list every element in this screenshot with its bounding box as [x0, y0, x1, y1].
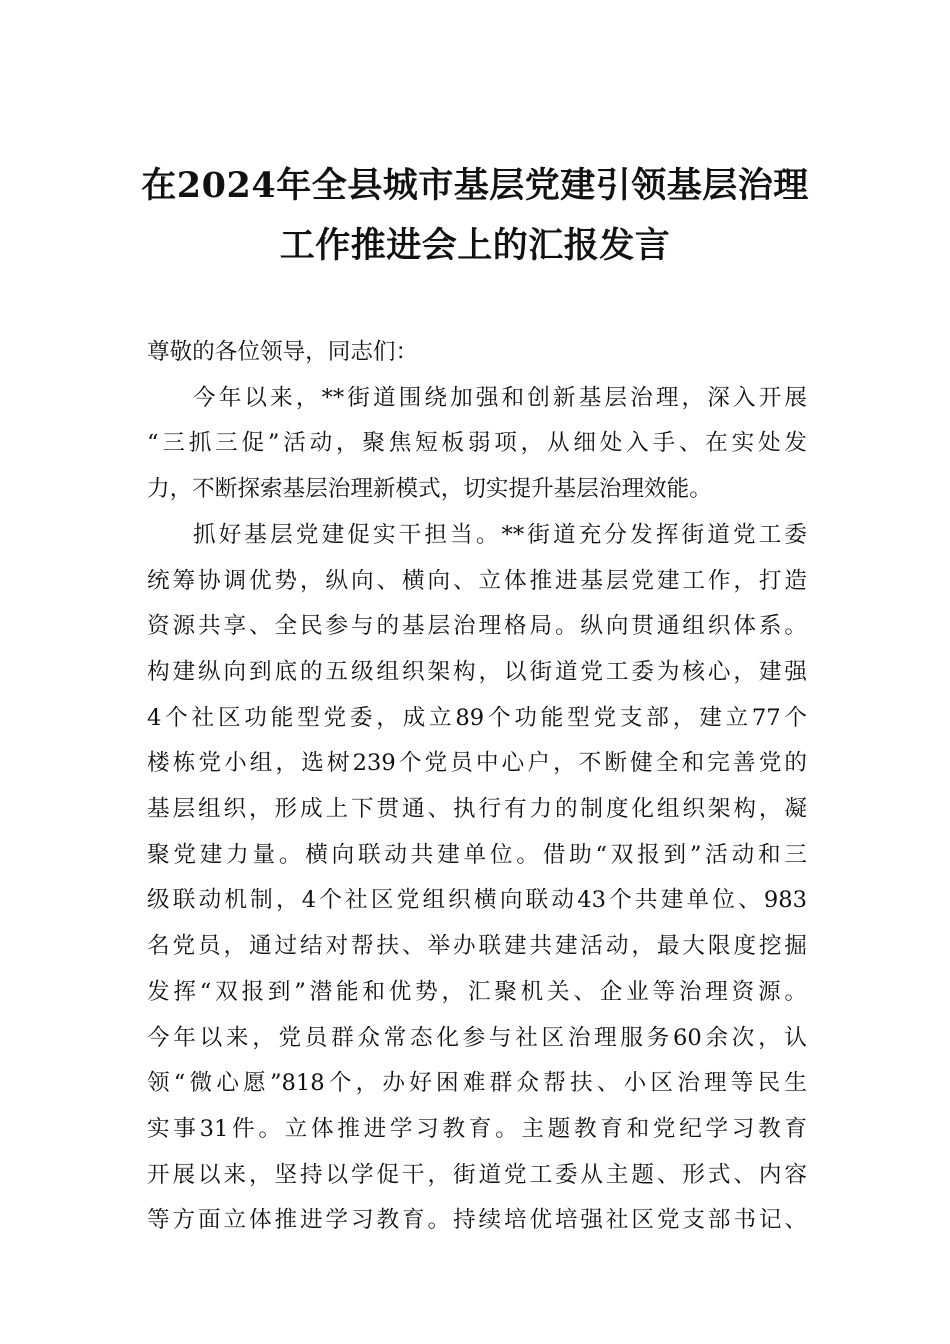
paragraph-line: 力，不断探索基层治理新模式，切实提升基层治理效能。	[147, 476, 712, 503]
paragraph-line: 今年以来，党员群众常态化参与社区治理服务60余次，认	[147, 1024, 807, 1051]
paragraph-line: 基层组织，形成上下贯通、执行有力的制度化组织架构，凝	[147, 796, 807, 823]
paragraph-line: 抓好基层党建促实干担当。**街道充分发挥街道党工委	[193, 521, 807, 548]
paragraph-line: 资源共享、全民参与的基层治理格局。纵向贯通组织体系。	[147, 613, 807, 640]
paragraph-line: 实事31件。立体推进学习教育。主题教育和党纪学习教育	[147, 1115, 807, 1142]
paragraph-line: 楼栋党小组，选树239个党员中心户，不断健全和完善党的	[147, 750, 807, 777]
paragraph-line: 构建纵向到底的五级组织架构，以街道党工委为核心，建强	[147, 658, 807, 685]
title-line-2: 工作推进会上的汇报发言	[279, 225, 671, 266]
salutation: 尊敬的各位领导，同志们：	[147, 339, 419, 365]
paragraph-line: 开展以来，坚持以学促干，街道党工委从主题、形式、内容	[147, 1161, 807, 1188]
paragraph-line: 发挥“双报到”潜能和优势，汇聚机关、企业等治理资源。	[147, 978, 807, 1005]
paragraph-party-building	[147, 513, 807, 1244]
paragraph-line: 名党员，通过结对帮扶、举办联建共建活动，最大限度挖掘	[147, 933, 807, 960]
paragraph-line: 领“微心愿”818个，办好困难群众帮扶、小区治理等民生	[147, 1070, 807, 1097]
paragraph-line: 4个社区功能型党委，成立89个功能型党支部，建立77个	[147, 704, 807, 731]
paragraph-line: 统筹协调优势，纵向、横向、立体推进基层党建工作，打造	[147, 567, 807, 594]
document-title	[120, 156, 830, 276]
paragraph-line: 等方面立体推进学习教育。持续培优培强社区党支部书记、	[147, 1207, 807, 1234]
title-line-1: 在2024年全县城市基层党建引领基层治理	[141, 165, 809, 206]
paragraph-intro	[147, 376, 807, 513]
paragraph-line: 今年以来，**街道围绕加强和创新基层治理，深入开展	[193, 384, 807, 411]
paragraph-line: “三抓三促”活动，聚焦短板弱项，从细处入手、在实处发	[147, 430, 807, 457]
paragraph-line: 聚党建力量。横向联动共建单位。借助“双报到”活动和三	[147, 841, 807, 868]
paragraph-line: 级联动机制，4个社区党组织横向联动43个共建单位、983	[147, 887, 807, 914]
document-body	[147, 330, 807, 1244]
